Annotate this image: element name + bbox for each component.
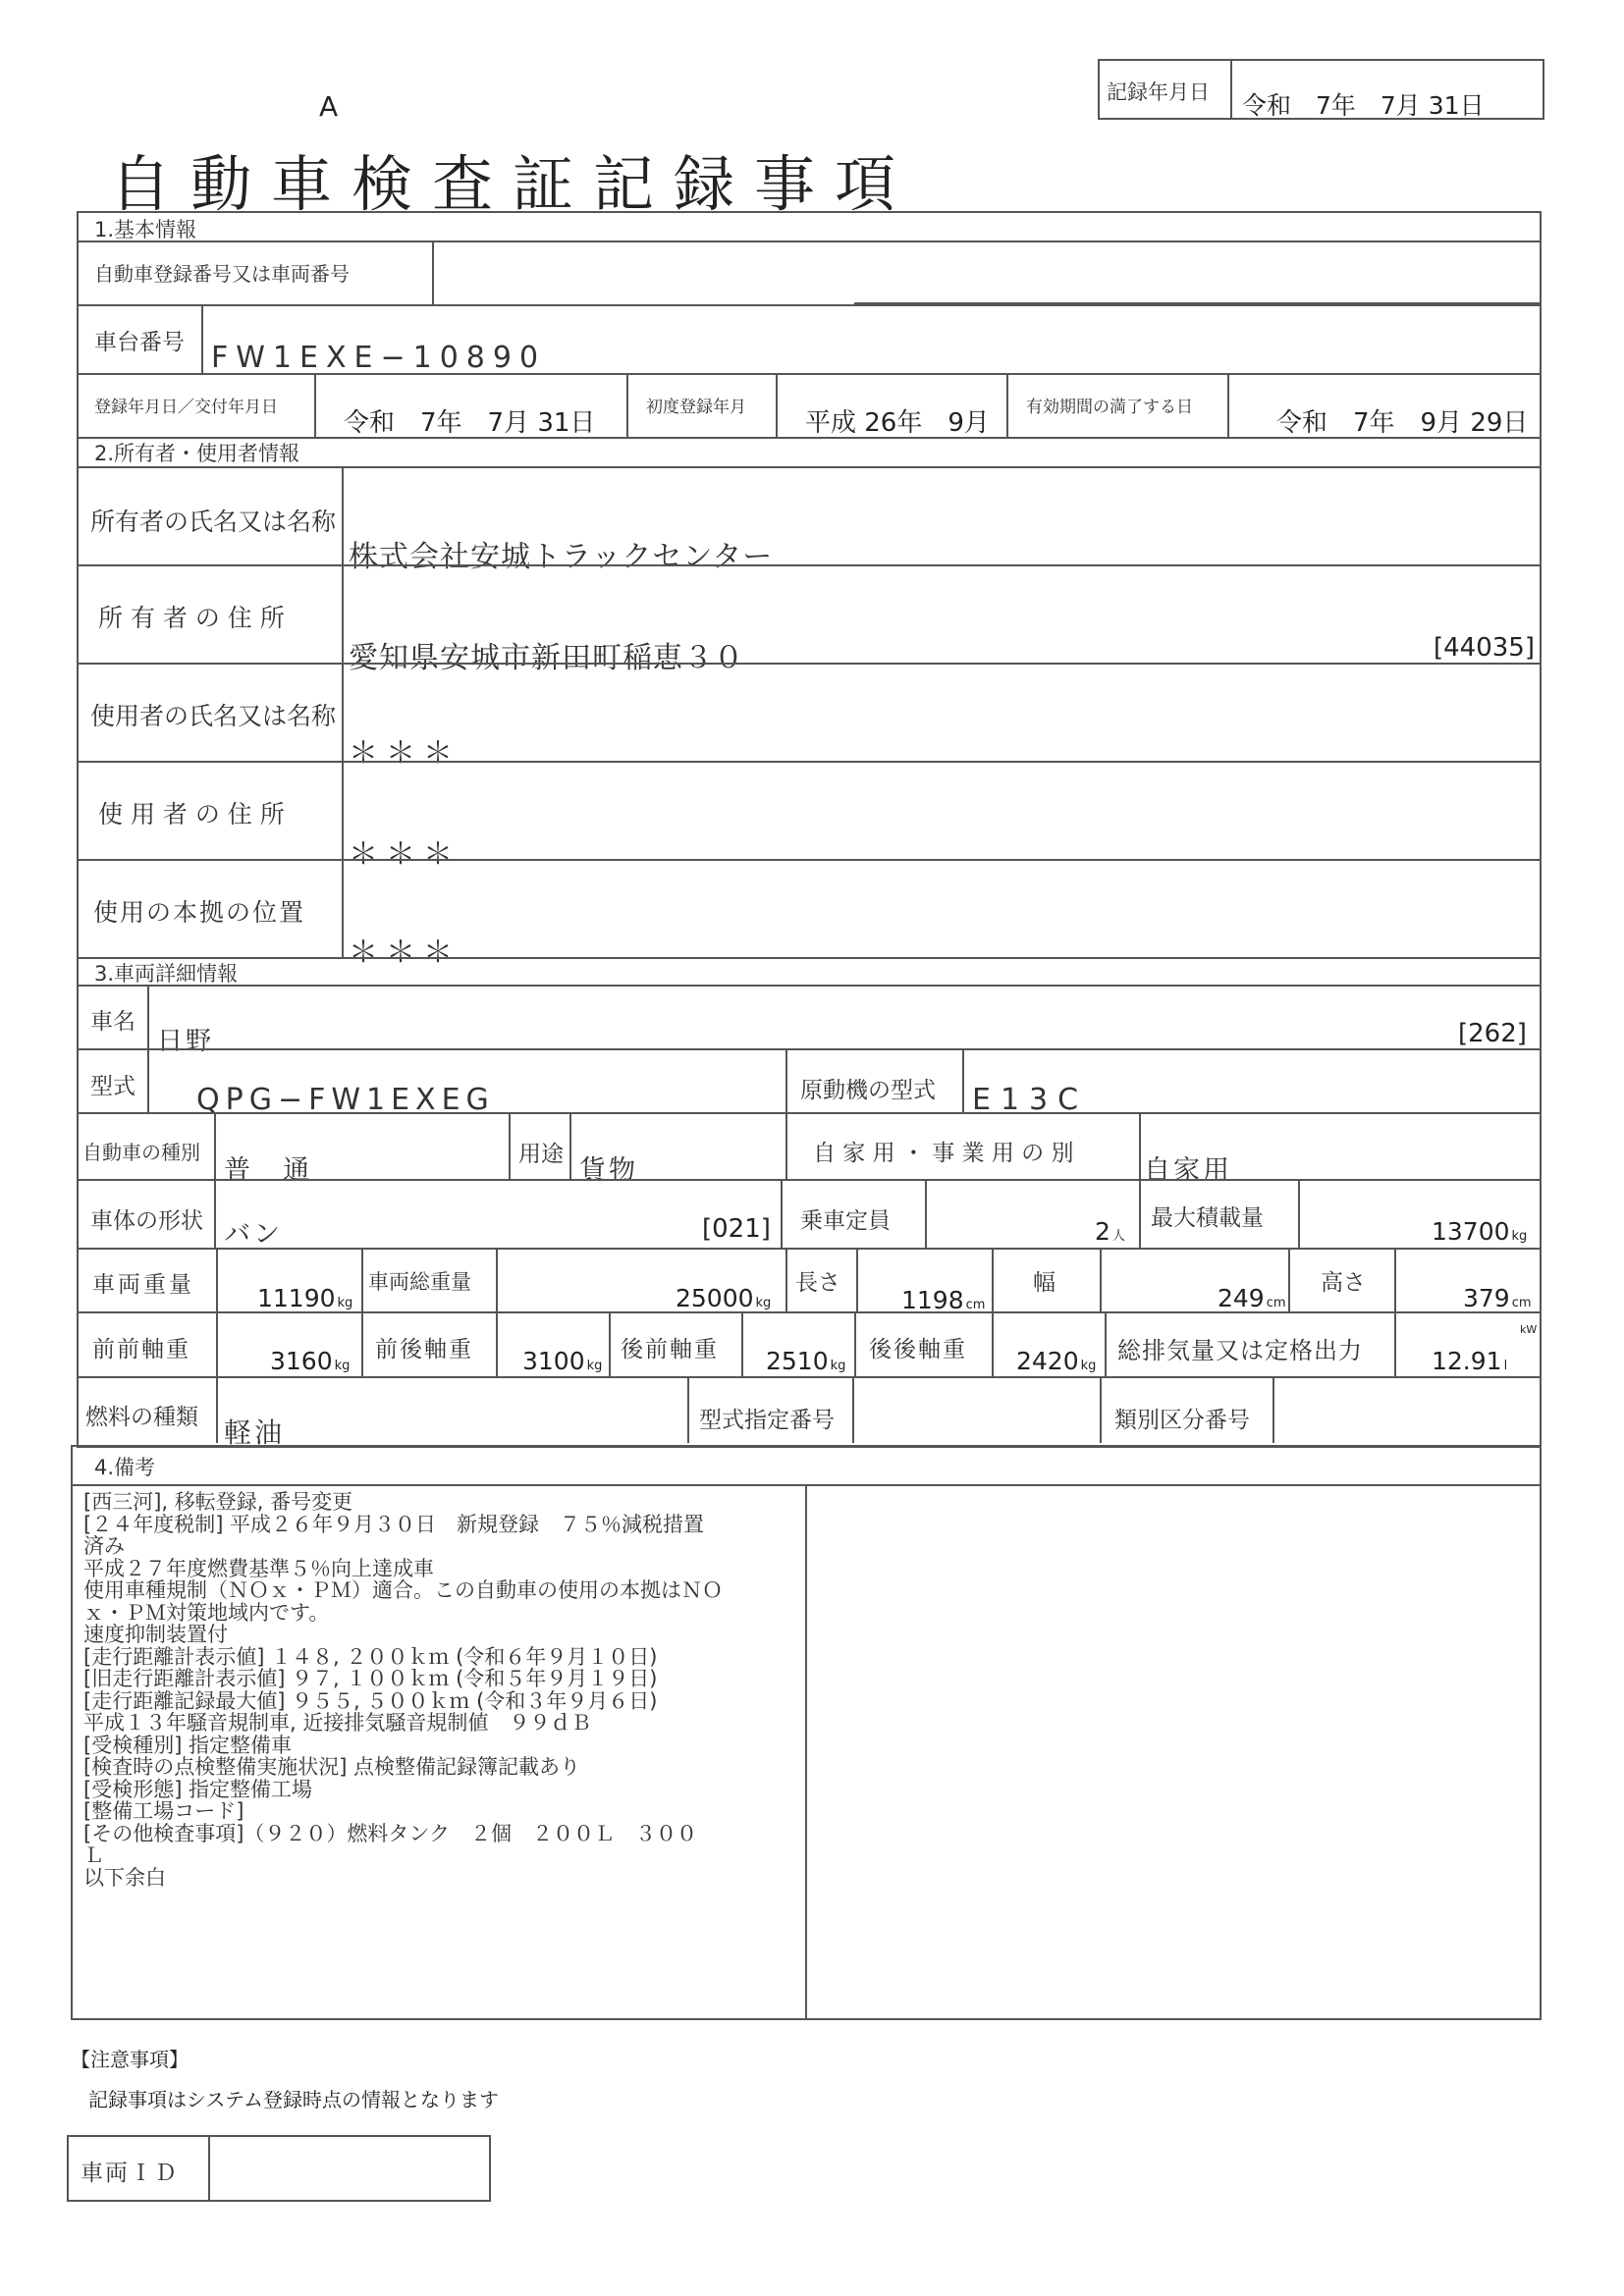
remark-line: 以下余白 [83,1865,166,1890]
width-unit: cm [1266,1296,1286,1310]
base-label: 使用の本拠の位置 [93,898,306,927]
remark-line: [旧走行距離計表示値] ９７, １００ｋｍ (令和５年９月１９日) [83,1667,658,1690]
body-value: バン [224,1219,283,1250]
use-label: 用途 [518,1142,564,1167]
record-date-value: 令和 7年 7月 31日 [1242,91,1485,120]
weight-label: 車両重量 [92,1272,194,1298]
maxload-unit: kg [1511,1229,1528,1244]
first-reg-label: 初度登録年月 [646,398,746,417]
height-label: 高さ [1321,1270,1366,1296]
category-label: 類別区分番号 [1114,1408,1250,1433]
displacement-label: 総排気量又は定格出力 [1117,1337,1363,1364]
user-name-value: ＊＊＊ [349,736,460,771]
remark-line: [２４年度税制] 平成２６年９月３０日 新規登録 ７５％減税措置 [83,1512,705,1536]
fr-axle-label: 前後軸重 [375,1337,473,1362]
remark-line: [走行距離計表示値] １４８, ２００ｋｍ (令和６年９月１０日) [83,1644,658,1669]
body-label: 車体の形状 [90,1208,203,1234]
remark-line: [検査時の点検整備実施状況] 点検整備記録簿記載あり [83,1755,581,1779]
caution-heading: 【注意事項】 [71,2048,189,2071]
section-3-heading: 3.車両詳細情報 [94,962,239,986]
rf-axle-value [766,1347,845,1375]
weight-value [257,1284,352,1312]
remark-line: [受検形態] 指定整備工場 [83,1777,313,1801]
remark-line: [西三河], 移転登録, 番号変更 [83,1490,353,1514]
rr-axle-label: 後後軸重 [869,1337,967,1362]
rf-axle-unit: kg [830,1359,846,1373]
remark-line: [整備工場コード] [83,1799,244,1823]
rf-axle-number: 2510 [766,1347,829,1375]
fr-axle-unit: kg [586,1359,603,1373]
use-value: 貨物 [579,1155,638,1186]
gross-unit: kg [755,1296,772,1310]
main-form-frame [77,211,1542,1448]
base-value: ＊＊＊ [349,935,460,970]
fr-axle-number: 3100 [522,1347,585,1375]
gross-number: 25000 [676,1284,754,1312]
fr-axle-value [522,1347,602,1375]
gross-value [676,1284,771,1312]
car-name-value: 日野 [157,1027,215,1056]
section-4-heading: 4.備考 [94,1456,156,1479]
owner-addr-code: [44035] [1434,633,1535,663]
displacement-unit-kw: kW [1520,1323,1538,1336]
fuel-label: 燃料の種類 [85,1405,198,1430]
width-number: 249 [1218,1284,1265,1312]
private-value: 自家用 [1144,1155,1232,1186]
displacement-number: 12.91 [1432,1347,1502,1375]
weight-number: 11190 [257,1284,336,1312]
remark-line: 速度抑制装置付 [83,1623,228,1646]
displacement-unit: l [1503,1359,1508,1373]
gross-label: 車両総重量 [368,1270,471,1294]
car-name-code: [262] [1458,1019,1527,1048]
rr-axle-number: 2420 [1016,1347,1079,1375]
remark-line: [走行距離記録最大値] ９５５, ５００ｋｍ (令和３年９月６日) [83,1688,658,1713]
ff-axle-number: 3160 [270,1347,333,1375]
kind-label: 自動車の種別 [82,1141,200,1164]
chassis-label: 車台番号 [94,330,185,355]
height-number: 379 [1463,1284,1510,1312]
reg-number-label: 自動車登録番号又は車両番号 [94,262,350,286]
section-1-heading: 1.基本情報 [94,218,197,241]
fuel-value: 軽油 [224,1416,286,1449]
height-value [1463,1284,1532,1312]
weight-unit: kg [337,1296,353,1310]
length-label: 長さ [795,1270,840,1296]
capacity-value [1095,1217,1125,1246]
rf-axle-label: 後前軸重 [621,1337,719,1362]
length-unit: cm [965,1298,986,1312]
owner-addr-value: 愛知県安城市新田町稲恵３０ [349,641,744,675]
reg-date-value: 令和 7年 7月 31日 [344,408,596,438]
remark-line: 平成１３年騒音規制車, 近接排気騒音規制値 ９９ｄＢ [83,1711,592,1735]
car-name-label: 車名 [90,1009,135,1035]
engine-label: 原動機の型式 [800,1078,936,1103]
height-unit: cm [1511,1296,1532,1310]
capacity-number: 2 [1095,1217,1110,1246]
designation-label: 型式指定番号 [699,1408,835,1433]
form-letter: A [319,90,339,123]
record-date-label: 記録年月日 [1107,80,1210,104]
expiry-label: 有効期間の満了する日 [1026,398,1193,417]
remark-line: [その他検査事項]（９２０）燃料タンク ２個 ２００Ｌ ３００ [83,1821,697,1845]
maxload-number: 13700 [1432,1217,1510,1246]
length-value [901,1286,985,1314]
owner-name-label: 所有者の氏名又は名称 [90,507,337,536]
model-value: QPG−FW1EXEG [196,1083,495,1117]
kind-value: 普 通 [224,1155,312,1186]
ff-axle-unit: kg [334,1359,351,1373]
vehicle-id-label: 車両ＩＤ [81,2161,179,2186]
rr-axle-value [1016,1347,1096,1375]
model-label: 型式 [90,1074,135,1099]
owner-addr-label: 所 有 者 の 住 所 [98,604,285,632]
user-addr-label: 使 用 者 の 住 所 [98,800,285,828]
remark-line: ｘ・ＰＭ対策地域内です。 [83,1600,330,1625]
chassis-value: FW1EXE−10890 [211,341,547,375]
private-label: 自 家 用 ・ 事 業 用 の 別 [813,1141,1074,1166]
caution-text: 記録事項はシステム登録時点の情報となります [88,2088,499,2111]
rr-axle-unit: kg [1080,1359,1097,1373]
length-number: 1198 [901,1286,964,1314]
maxload-value [1432,1217,1527,1246]
remark-line: 平成２７年度燃費基準５％向上達成車 [83,1556,434,1580]
width-label: 幅 [1033,1270,1056,1296]
user-addr-value: ＊＊＊ [349,837,460,872]
remark-line: 使用車種規制（ＮＯｘ・ＰＭ）適合。この自動車の使用の本拠はＮＯ [83,1578,723,1602]
engine-value: E13C [972,1083,1089,1117]
reg-date-label: 登録年月日／交付年月日 [94,398,278,417]
expiry-value: 令和 7年 9月 29日 [1276,408,1529,438]
body-code: [021] [702,1214,771,1244]
user-name-label: 使用者の氏名又は名称 [90,702,337,730]
maxload-label: 最大積載量 [1151,1205,1264,1231]
remark-line: 済み [83,1534,125,1558]
ff-axle-value [270,1347,350,1375]
remark-line: [受検種別] 指定整備車 [83,1733,293,1757]
ff-axle-label: 前前軸重 [92,1337,190,1362]
document-title: 自動車検査証記録事項 [110,148,916,220]
remark-line: Ｌ [83,1843,104,1867]
remarks-text [83,1491,800,1889]
width-value [1218,1284,1286,1312]
capacity-label: 乗車定員 [800,1208,891,1234]
capacity-unit: 人 [1111,1229,1125,1244]
owner-name-value: 株式会社安城トラックセンター [349,540,774,574]
section-2-heading: 2.所有者・使用者情報 [94,442,300,465]
displacement-value [1432,1347,1507,1375]
first-reg-value: 平成 26年 9月 [805,408,990,438]
